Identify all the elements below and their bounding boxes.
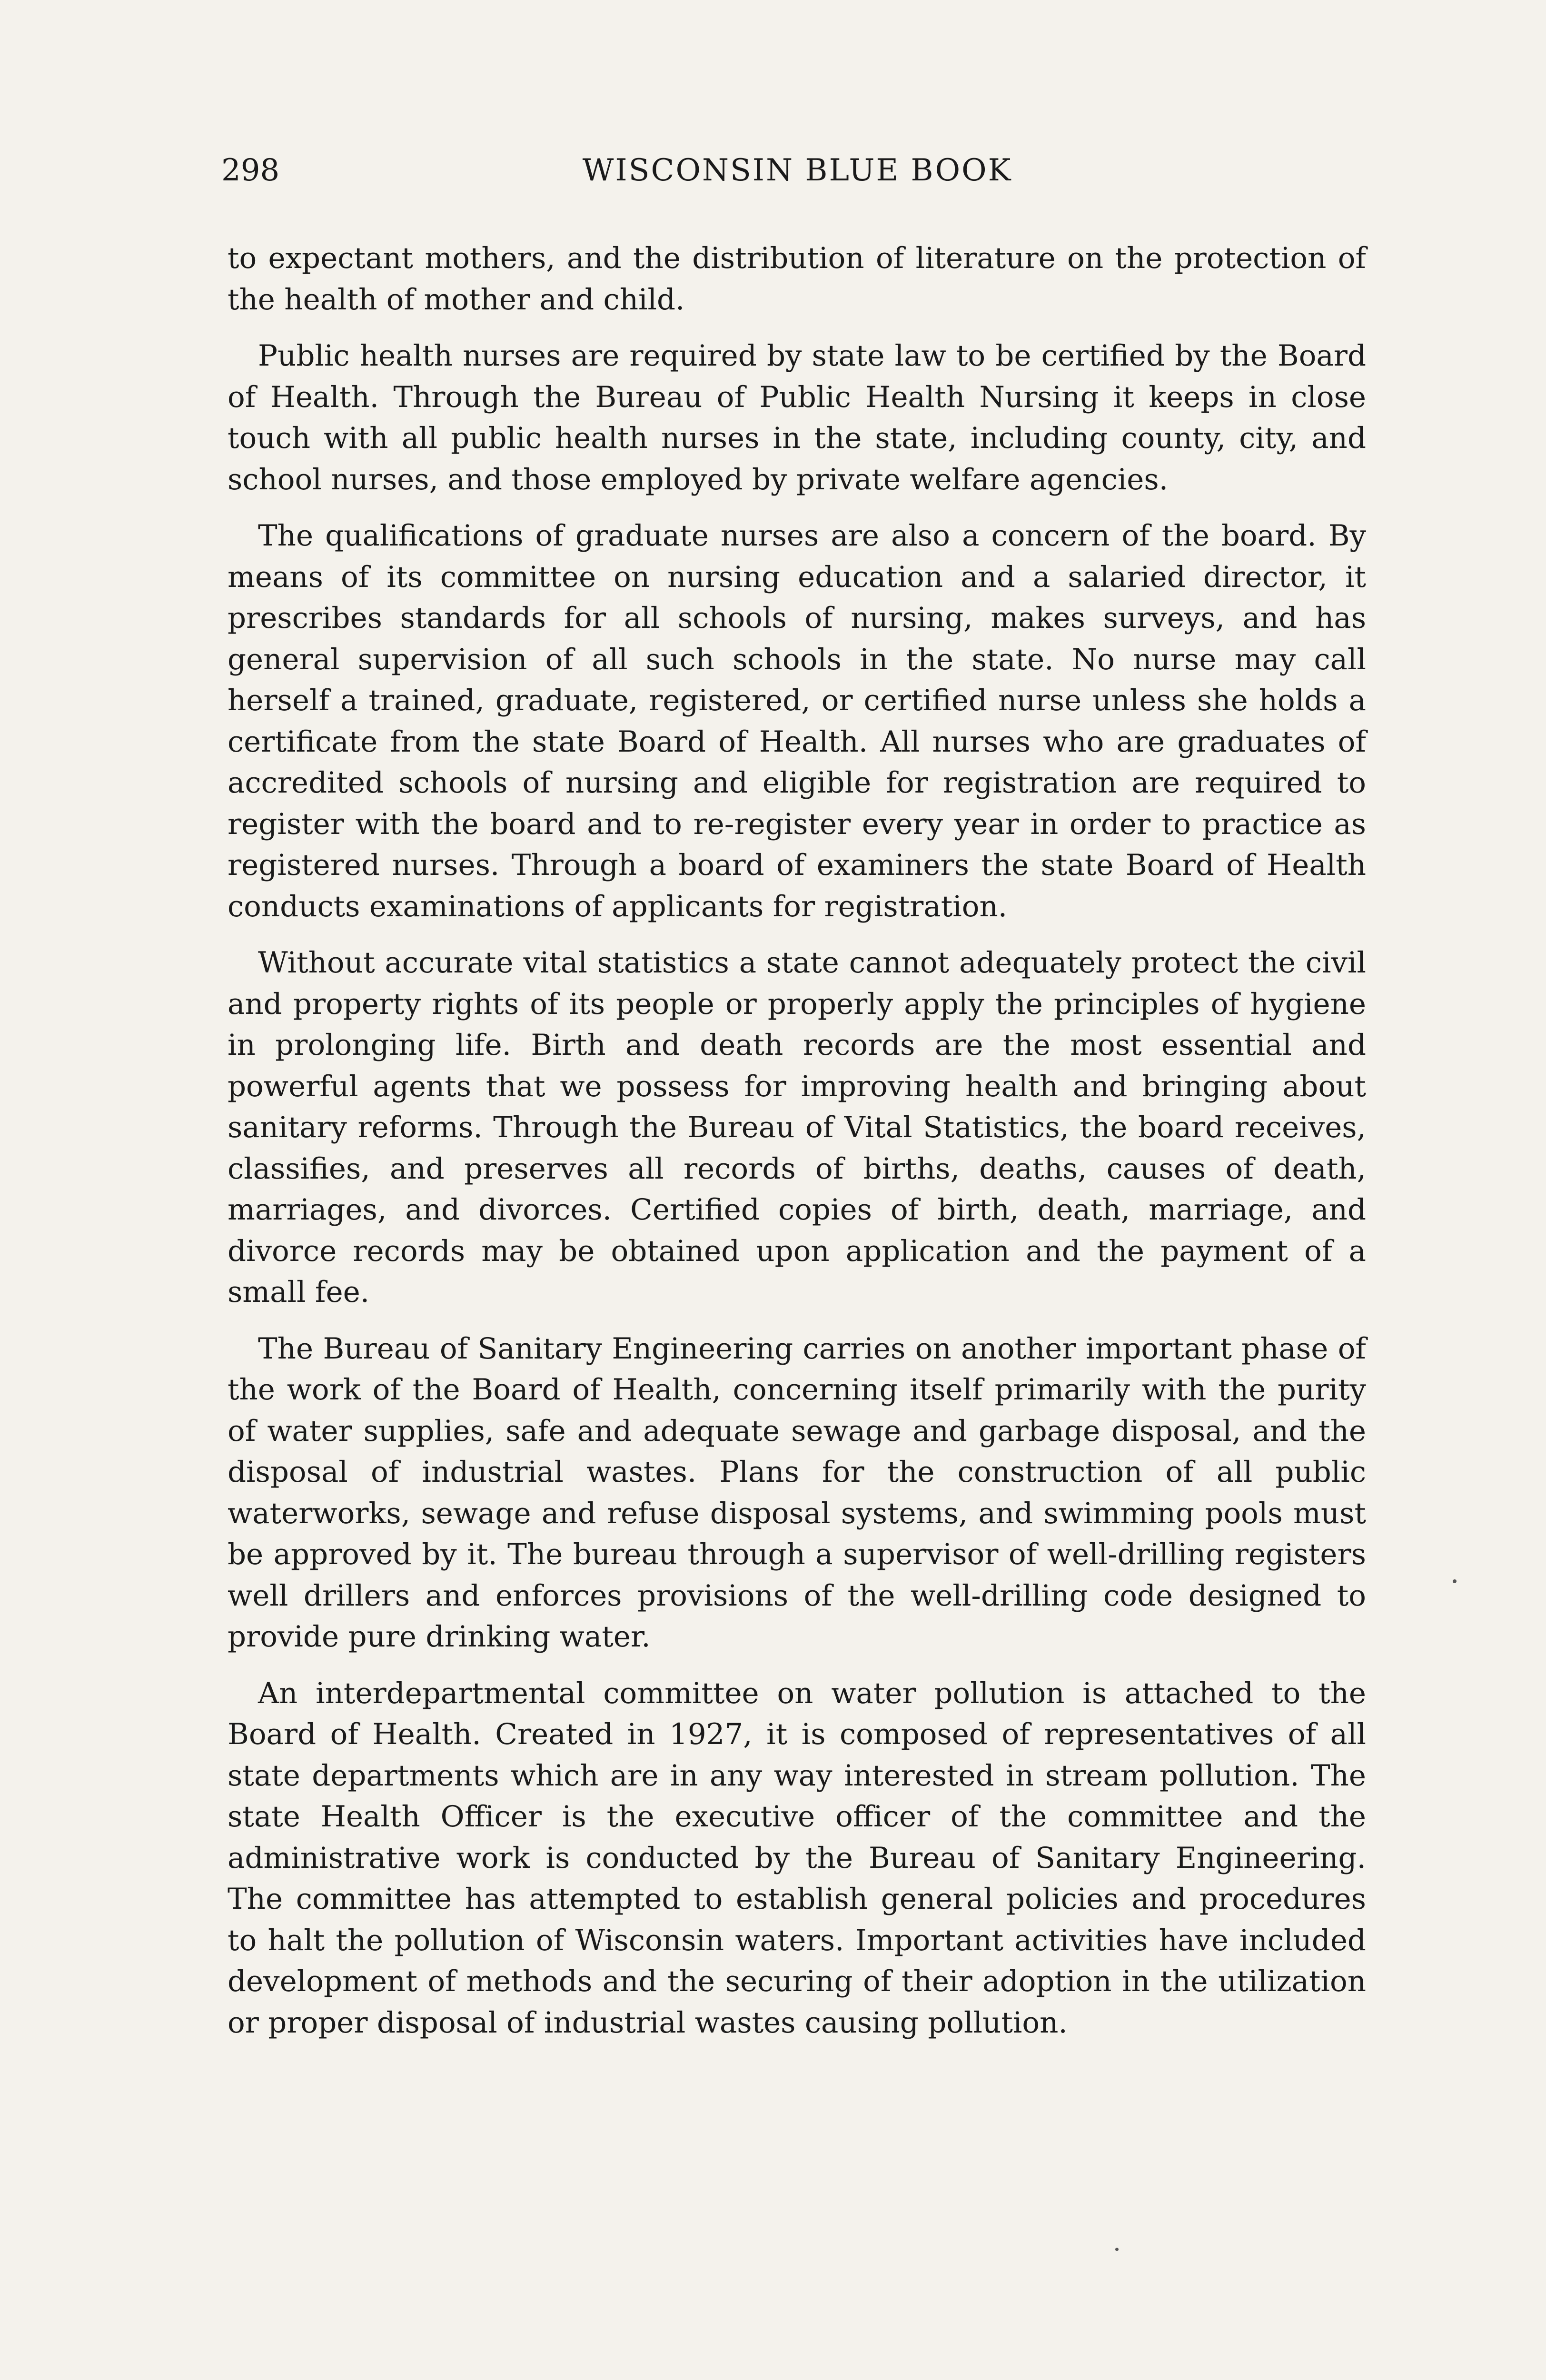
paragraph-1: to expectant mothers, and the distribution of literature on the protection of the health of mother and child. bbox=[228, 241, 1366, 317]
paragraph-4: Without accurate vital statistics a state cannot adequately protect the civil and property rights of its people or properly apply the principles of hygiene in prolonging life. Birth and death records are the most essential and powerful agents that we possess for improving health and bringing about sanitary reforms. Through the Bureau of Vital Statistics, the board receives, classifies, and preserves all records of births, deaths, causes of death, marriages, and divorces. Certified copies of birth, death, marriage, and divorce records may be obtained upon application and the payment of a small fee. bbox=[228, 946, 1366, 1309]
body-text bbox=[228, 238, 1366, 2059]
paragraph-5: The Bureau of Sanitary Engineering carries on another important phase of the work of the Board of Health, concerning itself primarily with the purity of water supplies, safe and adequate sewage and garbage disposal, and the disposal of industrial wastes. Plans for the construction of all public waterworks, sewage and refuse disposal systems, and swimming pools must be approved by it. The bureau through a supervisor of well-drilling registers well drillers and enforces provisions of the well-drilling code designed to provide pure drinking water. bbox=[228, 1331, 1366, 1654]
running-head: WISCONSIN BLUE BOOK bbox=[582, 153, 1012, 188]
page-header bbox=[221, 151, 1373, 194]
scan-speck bbox=[1115, 2248, 1119, 2251]
paragraph-3: The qualifications of graduate nurses are also a concern of the board. By means of its committee on nursing education and a salaried director, it prescribes standards for all schools of nursing, makes surveys, and has general supervision of all such schools in the state. No nurse may call herself a trained, graduate, registered, or certified nurse unless she holds a certificate from the state Board of Health. All nurses who are graduates of accredited schools of nursing and eligible for registration are required to register with the board and to re-register every year in order to practice as registered nurses. Through a board of examiners the state Board of Health conducts examinations of applicants for registration. bbox=[228, 519, 1366, 923]
paragraph-6: An interdepartmental committee on water pollution is attached to the Board of Health. Created in 1927, it is composed of representatives of all state departments which are in any way interested in stream pollution. The state Health Officer is the executive officer of the committee and the administrative work is conducted by the Bureau of Sanitary Engineering. The committee has attempted to establish general policies and procedures to halt the pollution of Wisconsin waters. Important activities have included development of methods and the securing of their adoption in the utilization or proper disposal of industrial wastes causing pollution. bbox=[228, 1676, 1366, 2040]
paragraph-2: Public health nurses are required by state law to be certified by the Board of Health. Through the Bureau of Public Health Nursing it keeps in close touch with all public health nurses in the state, including county, city, and school nurses, and those employed by private welfare agencies. bbox=[228, 339, 1366, 496]
scan-speck bbox=[1453, 1579, 1457, 1583]
page-number: 298 bbox=[221, 153, 280, 188]
